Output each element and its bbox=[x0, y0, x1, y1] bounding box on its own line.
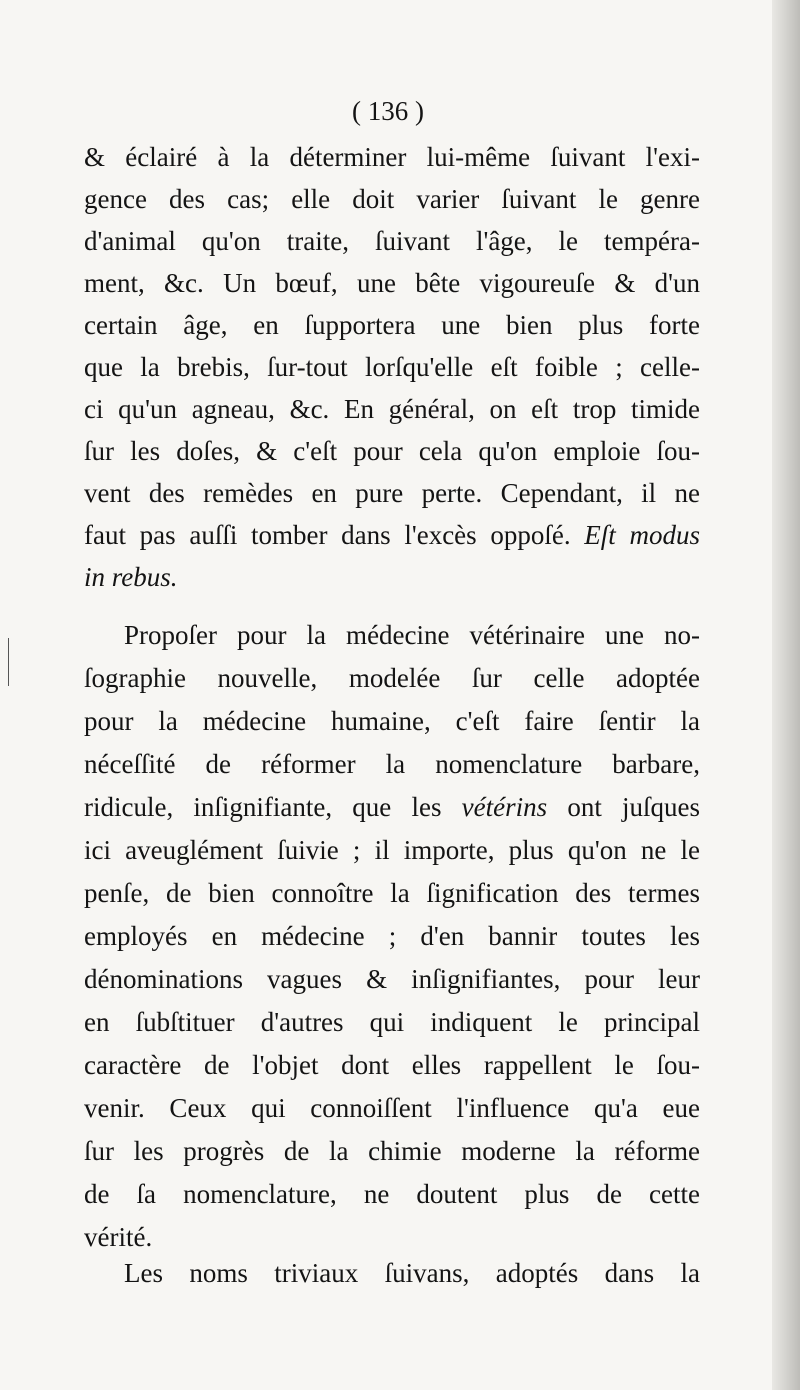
text-line: ſur les progrès de la chimie moderne la réforme bbox=[84, 1136, 700, 1166]
text-line: ſur les doſes, & c'eſt pour cela qu'on emploie ſou- bbox=[84, 436, 700, 466]
text-line: employés en médecine ; d'en bannir toutes les bbox=[84, 921, 700, 951]
text-line: néceſſité de réformer la nomenclature barbare, bbox=[84, 749, 700, 779]
text-line: venir. Ceux qui connoiſſent l'influence qu'a eue bbox=[84, 1093, 700, 1123]
text-line-mixed bbox=[84, 786, 700, 828]
text-line: gence des cas; elle doit varier ſuivant le genre bbox=[84, 184, 700, 214]
text-line: que la brebis, ſur-tout lorſqu'elle eſt foible ; celle- bbox=[84, 352, 700, 382]
margin-mark bbox=[8, 638, 9, 686]
page-edge-shadow bbox=[772, 0, 800, 1390]
text-line: d'animal qu'on traite, ſuivant l'âge, le tempéra- bbox=[84, 226, 700, 256]
text-span: faut pas auſſi tomber dans l'excès oppoſé. bbox=[84, 520, 571, 550]
text-line-mixed bbox=[84, 514, 700, 556]
text-line: ſographie nouvelle, modelée ſur celle adoptée bbox=[84, 663, 700, 693]
text-line: ment, &c. Un bœuf, une bête vigoureuſe & d'un bbox=[84, 268, 700, 298]
text-span: ont juſques bbox=[567, 792, 701, 822]
text-line: de ſa nomenclature, ne doutent plus de cette bbox=[84, 1179, 700, 1209]
text-line: vent des remèdes en pure perte. Cependant, il ne bbox=[84, 478, 700, 508]
text-span: ridicule, inſignifiante, que les bbox=[84, 792, 442, 822]
text-line: ici aveuglément ſuivie ; il importe, plus qu'on ne le bbox=[84, 835, 700, 865]
text-line-italic bbox=[84, 556, 700, 598]
latin-phrase: Eſt modus bbox=[584, 520, 700, 550]
text-line: & éclairé à la déterminer lui-même ſuivant l'exi- bbox=[84, 142, 700, 172]
latin-phrase-end: in rebus. bbox=[84, 562, 178, 592]
text-line: en ſubſtituer d'autres qui indiquent le principal bbox=[84, 1007, 700, 1037]
text-line: ci qu'un agneau, &c. En général, on eſt trop timide bbox=[84, 394, 700, 424]
text-line: vérité. bbox=[84, 1222, 153, 1252]
page-number: ( 136 ) bbox=[352, 96, 424, 126]
text-line: Propoſer pour la médecine vétérinaire une no- bbox=[124, 620, 700, 650]
text-line: pour la médecine humaine, c'eſt faire ſentir la bbox=[84, 706, 700, 736]
italic-term: vétérins bbox=[461, 792, 548, 822]
text-line: certain âge, en ſupportera une bien plus forte bbox=[84, 310, 700, 340]
text-line: Les noms triviaux ſuivans, adoptés dans la bbox=[124, 1258, 700, 1288]
text-line: penſe, de bien connoître la ſignification des termes bbox=[84, 878, 700, 908]
text-line: dénominations vagues & inſignifiantes, pour leur bbox=[84, 964, 700, 994]
text-line: caractère de l'objet dont elles rappellent le ſou- bbox=[84, 1050, 700, 1080]
